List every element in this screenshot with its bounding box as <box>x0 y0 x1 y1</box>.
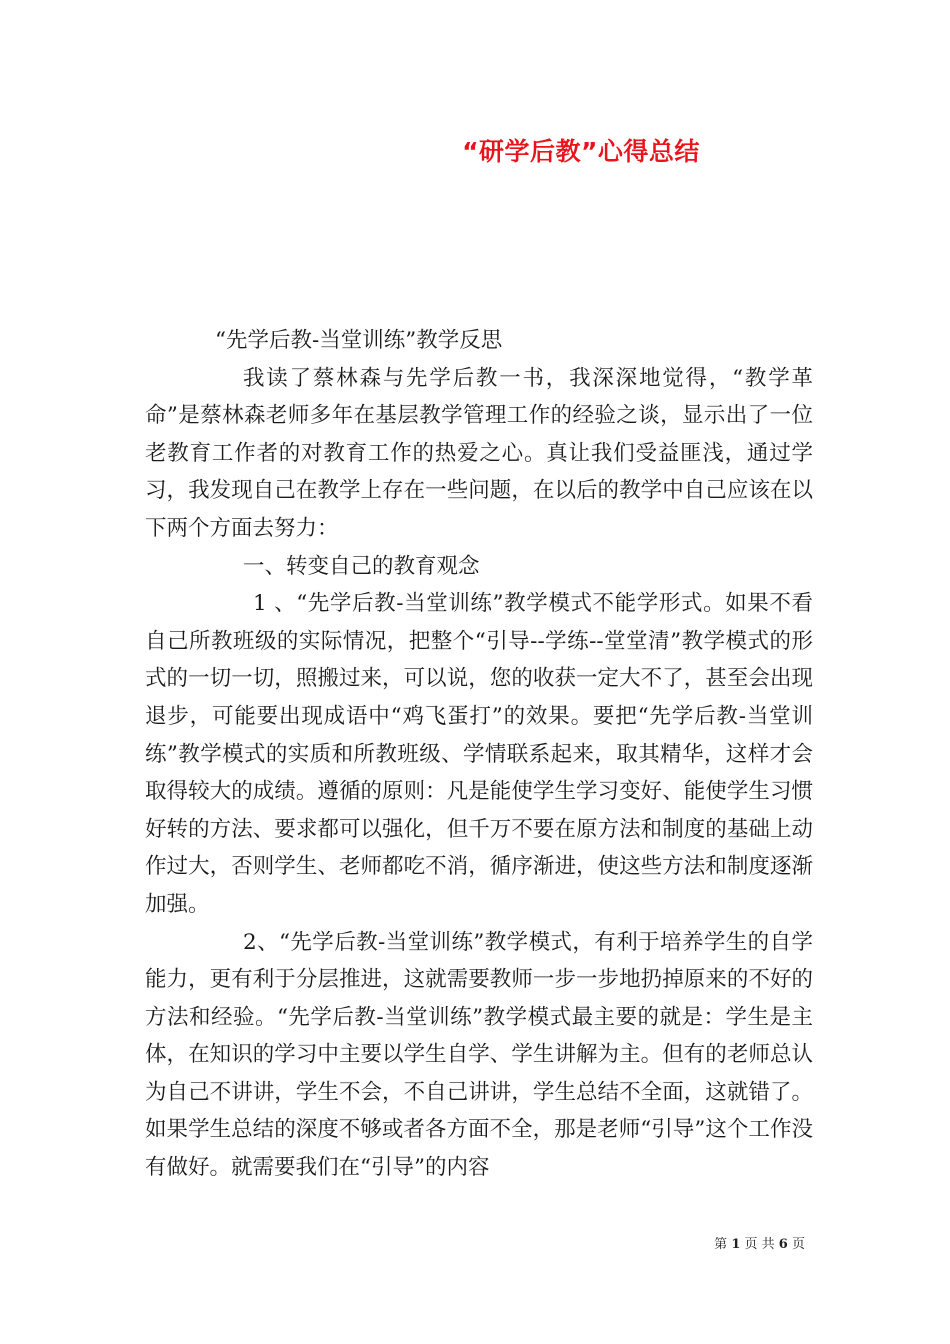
page-footer <box>714 1233 805 1252</box>
paragraph-point-1: 1 、“先学后教-当堂训练”教学模式不能学形式。如果不看自己所教班级的实际情况，把整个“引导--学练--堂堂清”教学模式的形式的一切一切，照搬过来，可以说，您的收获一定大不了，甚至会出现退步，可能要出现成语中“鸡飞蛋打”的效果。要把“先学后教-当堂训练”教学模式的实质和所教班级、学情联系起来，取其精华，这样才会取得较大的成绩。遵循的原则：凡是能使学生学习变好、能使学生习惯好转的方法、要求都可以强化，但千万不要在原方法和制度的基础上动作过大，否则学生、老师都吃不消，循序渐进，使这些方法和制度逐渐加强。 <box>145 591 813 917</box>
document-title: “研学后教”心得总结 <box>462 137 700 166</box>
footer-middle: 页 共 <box>744 1237 775 1252</box>
document-subtitle: “先学后教-当堂训练”教学反思 <box>215 328 503 353</box>
section-heading: 一、转变自己的教育观念 <box>243 553 480 579</box>
footer-suffix: 页 <box>791 1237 805 1252</box>
document-body <box>145 322 813 1187</box>
footer-page-number: 1 <box>731 1237 741 1252</box>
footer-prefix: 第 <box>714 1237 728 1252</box>
paragraph-point-2: 2、“先学后教-当堂训练”教学模式，有利于培养学生的自学能力，更有利于分层推进，这就需要教师一步一步地扔掉原来的不好的方法和经验。“先学后教-当堂训练”教学模式最主要的就是：学生是主体，在知识的学习中主要以学生自学、学生讲解为主。但有的老师总认为自己不讲讲，学生不会，不自己讲讲，学生总结不全面，这就错了。如果学生总结的深度不够或者各方面不全，那是老师“引导”这个工作没有做好。就需要我们在“引导”的内容 <box>145 929 813 1181</box>
paragraph-intro: 我读了蔡林森与先学后教一书，我深深地觉得，“教学革命”是蔡林森老师多年在基层教学管理工作的经验之谈，显示出了一位老教育工作者的对教育工作的热爱之心。真让我们受益匪浅，通过学习，我发现自己在教学上存在一些问题，在以后的教学中自己应该在以下两个方面去努力： <box>145 365 813 541</box>
footer-total-pages: 6 <box>778 1237 788 1252</box>
